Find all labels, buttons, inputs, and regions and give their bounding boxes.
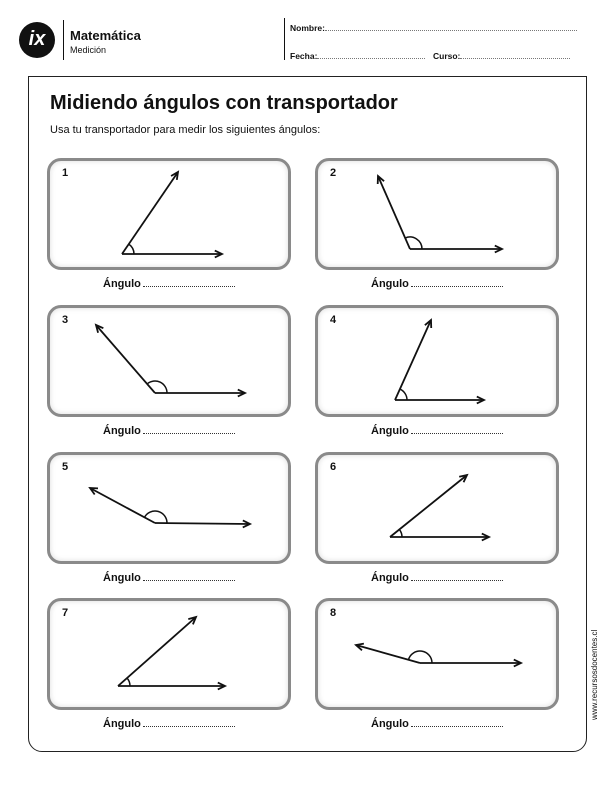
angle-arc <box>399 529 402 537</box>
answer-label: Ángulo <box>103 572 141 584</box>
item-number: 2 <box>330 167 337 179</box>
angle-ray <box>96 325 155 393</box>
angle-arc <box>129 244 134 254</box>
angle-arc <box>144 511 167 523</box>
item-number: 6 <box>330 461 337 473</box>
course-label: Curso: <box>433 51 461 61</box>
angle-ray <box>356 645 420 663</box>
angle-ray <box>122 172 178 254</box>
angle-ray <box>118 617 196 686</box>
instructions: Usa tu transportador para medir los siguientes ángulos: <box>50 124 321 136</box>
name-label: Nombre: <box>290 23 325 33</box>
topic: Medición <box>70 45 107 55</box>
item-number: 5 <box>62 461 69 473</box>
angle-ray <box>155 523 250 524</box>
angle-arc <box>400 389 407 400</box>
subject: Matemática <box>70 28 141 43</box>
item-number: 3 <box>62 314 69 326</box>
logo-icon: ix <box>19 22 55 58</box>
angle-ray <box>390 475 467 537</box>
answer-label: Ángulo <box>103 278 141 290</box>
answer-label: Ángulo <box>371 425 409 437</box>
item-number: 4 <box>330 314 337 326</box>
item-number: 1 <box>62 167 69 179</box>
answer-label: Ángulo <box>371 278 409 290</box>
answer-label: Ángulo <box>103 425 141 437</box>
item-number: 7 <box>62 607 69 619</box>
angle-arc <box>127 678 130 686</box>
answer-label: Ángulo <box>371 572 409 584</box>
answer-label: Ángulo <box>103 718 141 730</box>
item-number: 8 <box>330 607 337 619</box>
angle-ray <box>90 488 155 523</box>
angle-ray <box>395 320 431 400</box>
date-label: Fecha: <box>290 51 318 61</box>
website: www.recursosdocentes.cl <box>590 629 599 720</box>
page-title: Midiendo ángulos con transportador <box>50 92 398 114</box>
answer-label: Ángulo <box>371 718 409 730</box>
